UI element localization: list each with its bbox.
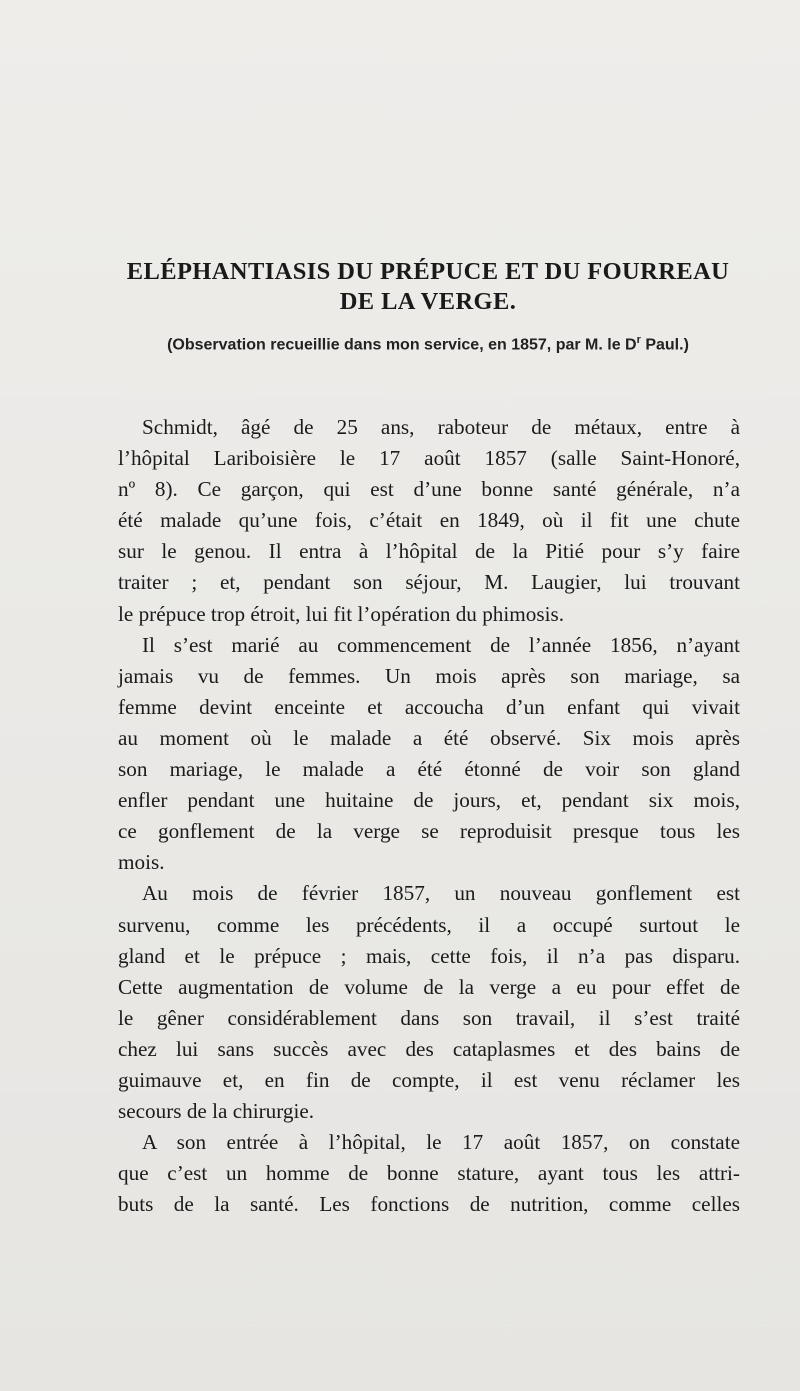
text-line: A son entrée à l’hôpital, le 17 août 1857, on constate: [142, 1130, 740, 1155]
chapter-title-line-1: ELÉPHANTIASIS DU PRÉPUCE ET DU FOURREAU: [126, 258, 730, 285]
bleed-through-text: [150, 125, 750, 227]
text-line: jamais vu de femmes. Un mois après son mariage, sa: [118, 663, 740, 688]
text-line: Il s’est marié au commencement de l’année 1856, n’ayant: [142, 632, 740, 657]
subtitle-superscript: r: [636, 334, 641, 346]
subtitle-end: Paul.): [640, 336, 689, 354]
text-line: Cette augmentation de volume de la verge a eu pour effet de: [118, 974, 740, 999]
text-line: ce gonflement de la verge se reproduisit presque tous les: [118, 819, 740, 844]
text-line: enfler pendant une huitaine de jours, et, pendant six mois,: [118, 788, 740, 813]
subtitle-main: (Observation recueillie dans mon service, en 1857, par M. le D: [167, 336, 637, 354]
text-line: le prépuce trop étroit, lui fit l’opération du phimosis.: [118, 601, 565, 626]
text-line: gland et le prépuce ; mais, cette fois, il n’a pas disparu.: [118, 943, 740, 968]
text-line: nº 8). Ce garçon, qui est d’une bonne santé générale, n’a: [118, 477, 740, 502]
observation-subtitle: [118, 334, 738, 354]
body-paragraphs: [118, 412, 740, 1220]
text-line: femme devint enceinte et accoucha d’un enfant qui vivait: [118, 694, 740, 719]
chapter-title-line-2: DE LA VERGE.: [339, 288, 517, 315]
text-line: mois.: [118, 850, 165, 875]
text-line: l’hôpital Lariboisière le 17 août 1857 (salle Saint-Honoré,: [118, 446, 740, 471]
text-line: Schmidt, âgé de 25 ans, raboteur de métaux, entre à: [142, 415, 740, 439]
text-line: chez lui sans succès avec des cataplasmes et des bains de: [118, 1036, 740, 1061]
text-line: Au mois de février 1857, un nouveau gonflement est: [142, 881, 740, 906]
text-line: que c’est un homme de bonne stature, ayant tous les attri-: [118, 1161, 740, 1186]
text-line: survenu, comme les précédents, il a occupé surtout le: [118, 912, 740, 937]
text-line: guimauve et, en fin de compte, il est venu réclamer les: [118, 1067, 740, 1092]
text-line: sur le genou. Il entra à l’hôpital de la Pitié pour s’y faire: [118, 539, 740, 564]
text-line: au moment où le malade a été observé. Six mois après: [118, 725, 740, 750]
text-line: son mariage, le malade a été étonné de voir son gland: [118, 757, 740, 782]
text-line: buts de la santé. Les fonctions de nutrition, comme celles: [118, 1192, 740, 1217]
text-line: traiter ; et, pendant son séjour, M. Laugier, lui trouvant: [118, 570, 740, 595]
text-line: le gêner considérablement dans son travail, il s’est traité: [118, 1005, 740, 1030]
text-line: été malade qu’une fois, c’était en 1849, où il fit une chute: [118, 508, 740, 533]
text-line: secours de la chirurgie.: [118, 1099, 315, 1124]
